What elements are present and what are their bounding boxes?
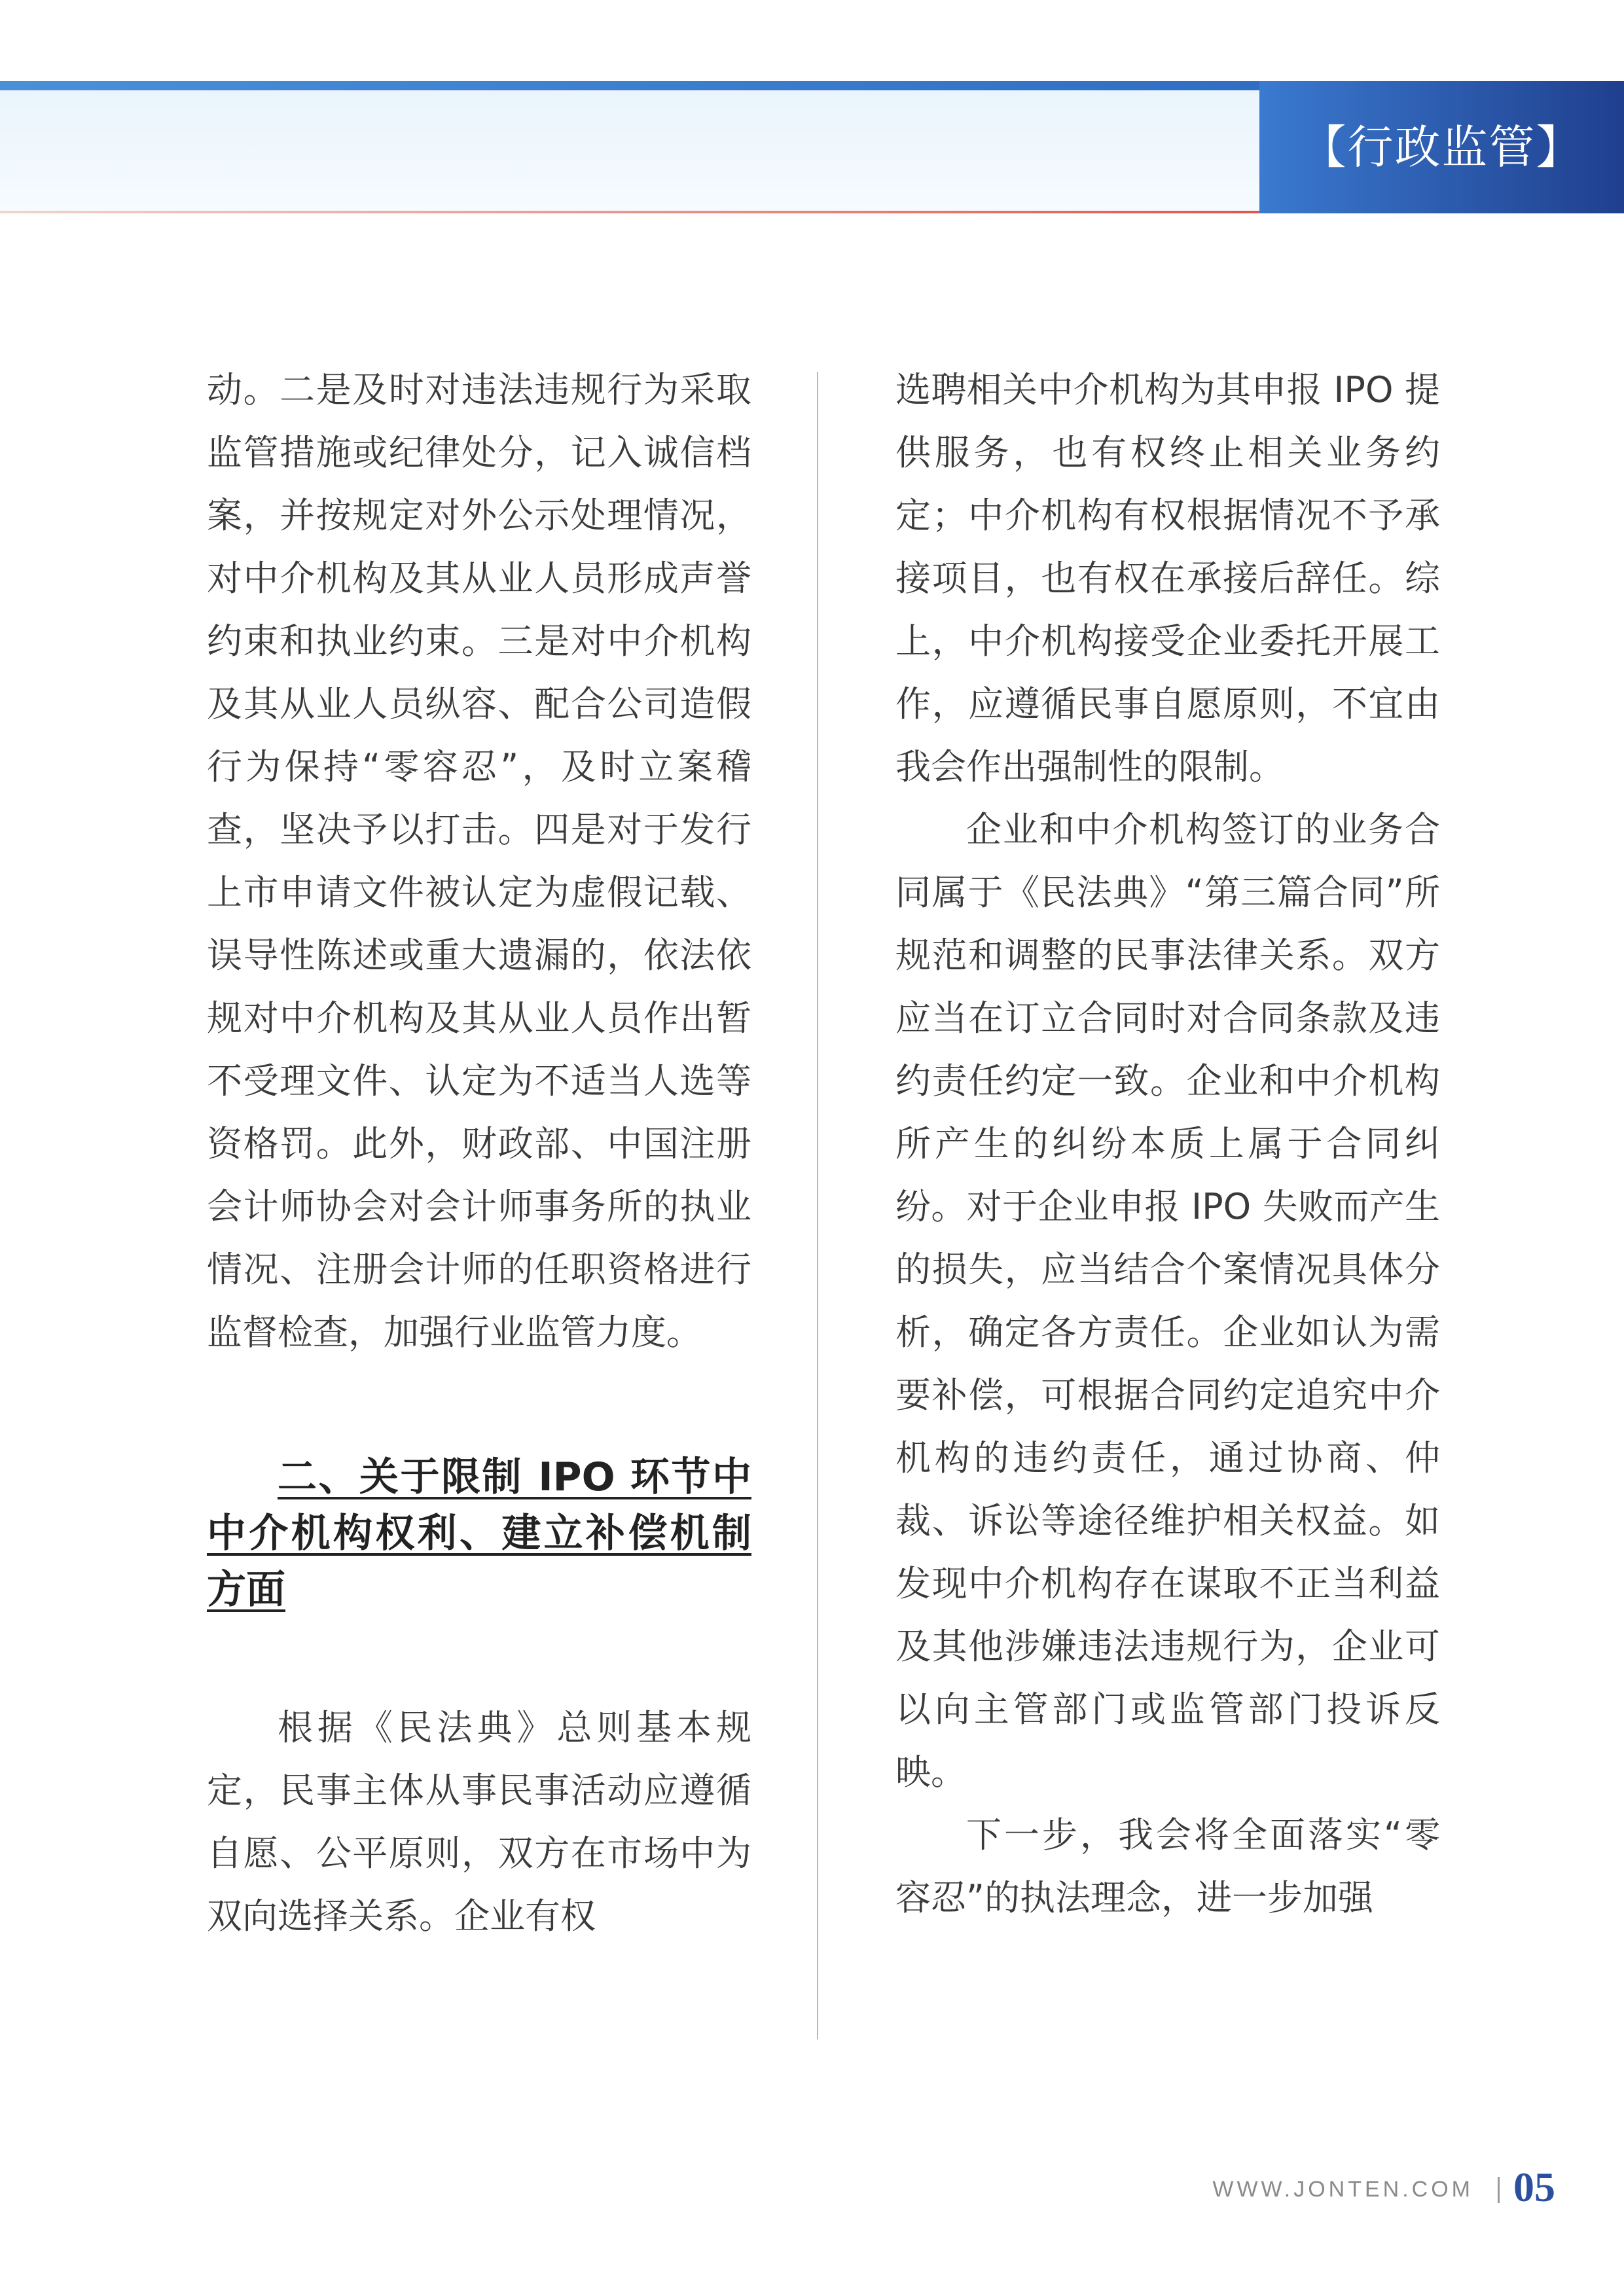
footer-separator — [1498, 2177, 1500, 2203]
header-top-rule — [0, 81, 1259, 90]
left-paragraph-1: 动。二是及时对违法违规行为采取监管措施或纪律处分，记入诚信档案，并按规定对外公示处理情况，对中介机构及其从业人员形成声誉约束和执业约束。三是对中介机构及其从业人员纵容、配合公司造假行为保持“零容忍”，及时立案稽查，坚决予以打击。四是对于发行上市申请文件被认定为虚假记载、误导性陈述或重大遗漏的，依法依规对中介机构及其从业人员作出暂不受理文件、认定为不适当人选等资格罚。此外，财政部、中国注册会计师协会对会计师事务所的执业情况、注册会计师的任职资格进行监督检查，加强行业监管力度。 — [207, 369, 751, 1353]
header-bottom-rule — [0, 211, 1259, 213]
right-paragraph-3: 下一步，我会将全面落实“零容忍”的执法理念，进一步加强 — [895, 1814, 1440, 1918]
column-divider — [817, 372, 818, 2039]
page-number: 05 — [1513, 2164, 1555, 2210]
section-tag: 【行政监管】 — [1259, 81, 1624, 213]
left-column — [207, 359, 751, 1948]
right-paragraph-1: 选聘相关中介机构为其申报 IPO 提供服务，也有权终止相关业务约定；中介机构有权根据情况不予承接项目，也有权在承接后辞任。综上，中介机构接受企业委托开展工作，应遵循民事自愿原则，不宜由我会作出强制性的限制。 — [895, 369, 1440, 787]
right-paragraph-2: 企业和中介机构签订的业务合同属于《民法典》“第三篇合同”所规范和调整的民事法律关系。双方应当在订立合同时对合同条款及违约责任约定一致。企业和中介机构所产生的纠纷本质上属于合同纠纷。对于企业申报 IPO 失败而产生的损失，应当结合个案情况具体分析，确定各方责任。企业如认为需要补偿，可根据合同约定追究中介机构的违约责任，通过协商、仲裁、诉讼等途径维护相关权益。如发现中介机构存在谋取不正当利益及其他涉嫌违法违规行为，企业可以向主管部门或监管部门投诉反映。 — [895, 809, 1440, 1793]
footer-website: WWW.JONTEN.COM — [1212, 2177, 1473, 2202]
right-column — [895, 359, 1440, 1929]
section-heading: 二、关于限制 IPO 环节中中介机构权利、建立补偿机制方面 — [207, 1454, 751, 1613]
left-paragraph-2: 根据《民法典》总则基本规定，民事主体从事民事活动应遵循自愿、公平原则，双方在市场中为双向选择关系。企业有权 — [207, 1707, 751, 1937]
